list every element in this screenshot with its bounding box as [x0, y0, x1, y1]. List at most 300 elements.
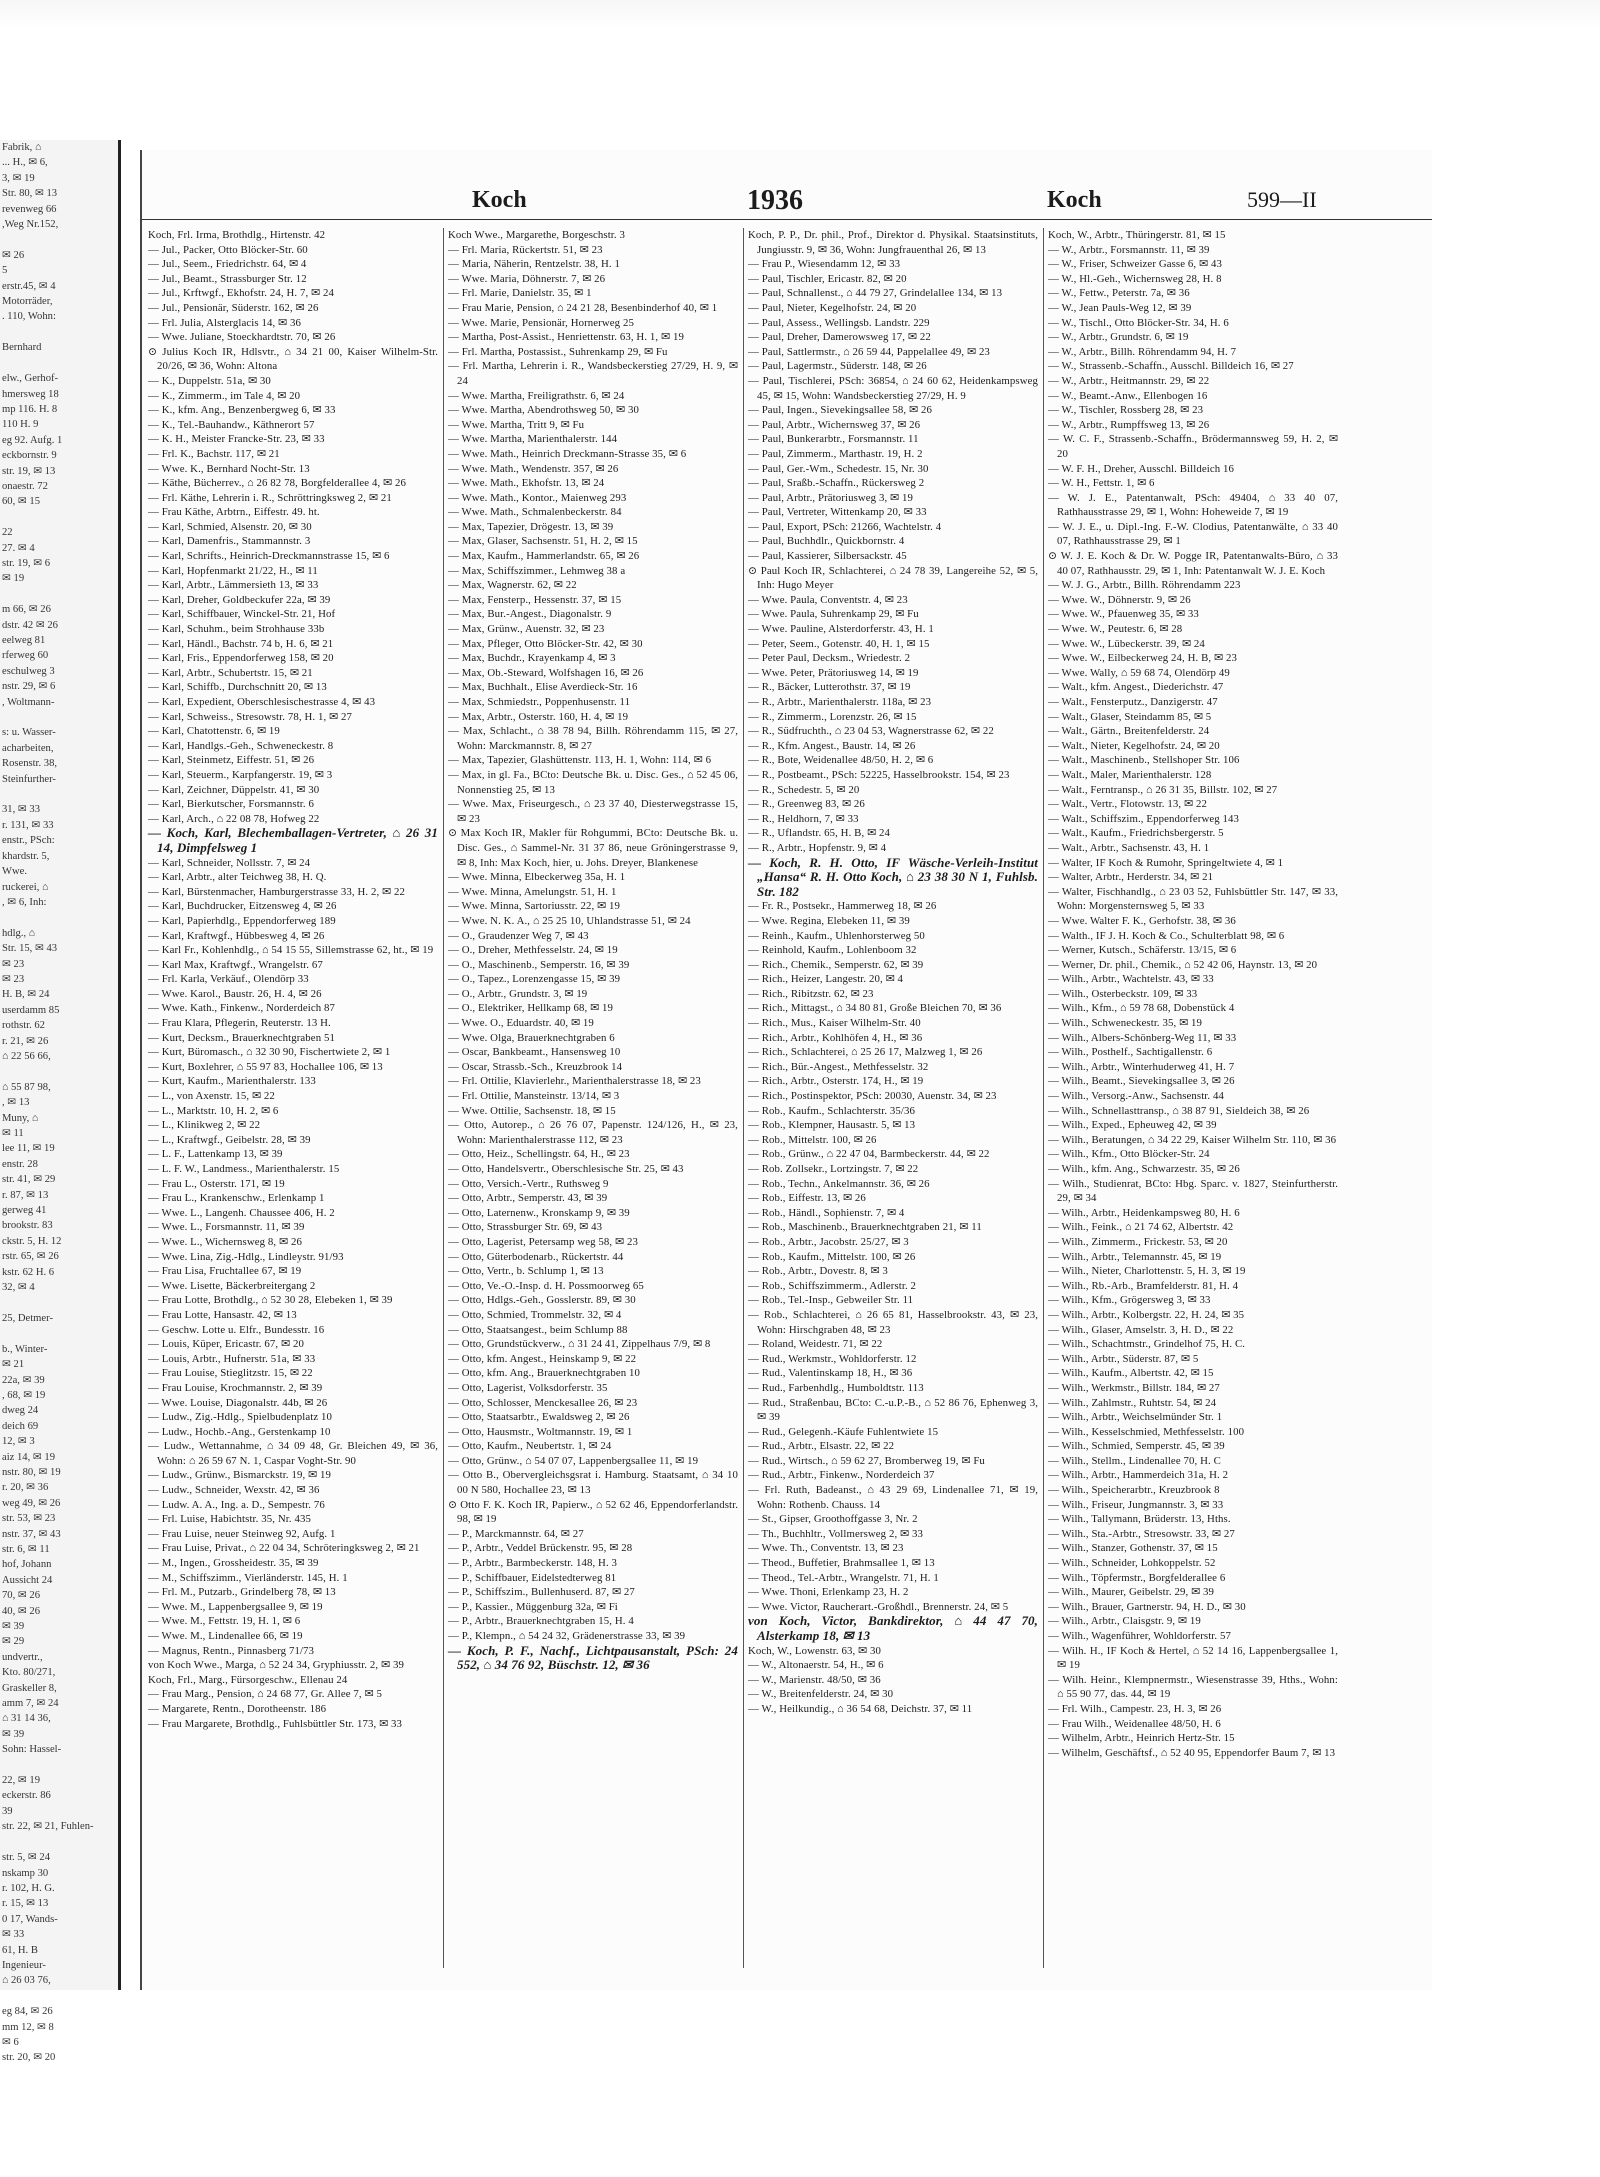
fragment-line: r. 131, ✉ 33 [2, 819, 54, 831]
fragment-line: str. 22, ✉ 21, Fuhlen- [2, 1821, 94, 1833]
directory-entry: — Wwe. Pauline, Alsterdorferstr. 43, H. 1 [748, 623, 934, 636]
fragment-line [0, 1835, 118, 1850]
directory-entry: — Paul, Dreher, Damerowsweg 17, ✉ 22 [748, 331, 931, 344]
directory-entry: — L. F., Lattenkamp 13, ✉ 39 [148, 1148, 283, 1161]
directory-entry: — Otto, Lagerist, Petersamp weg 58, ✉ 23 [448, 1235, 638, 1248]
fragment-line [0, 787, 118, 802]
fragment-line: H. B, ✉ 24 [2, 989, 50, 1001]
fragment-line: Rosenstr. 38, [2, 758, 58, 770]
directory-entry: — Max, Ob.-Steward, Wolfshagen 16, ✉ 26 [448, 666, 644, 679]
directory-entry: — Rob., Händl., Sophienstr. 7, ✉ 4 [748, 1206, 905, 1219]
directory-entry: — Karl, Papierhdlg., Eppendorferweg 189 [148, 914, 336, 927]
directory-entry: — O., Arbtr., Grundstr. 3, ✉ 19 [448, 987, 588, 1000]
directory-entry: — Wwe. Martha, Tritt 9, ✉ Fu [448, 418, 585, 431]
directory-entry: — Louis, Küper, Ericastr. 67, ✉ 20 [148, 1338, 304, 1351]
directory-entry: — W., Arbtr., Billh. Röhrendamm 94, H. 7 [1048, 345, 1237, 358]
directory-entry: — Rob., Kaufm., Schlachterstr. 35/36 [748, 1104, 916, 1117]
directory-entry: — Max, Tapezier, Glashüttenstr. 113, H. 1, Wohn: 114, ✉ 6 [448, 754, 712, 767]
directory-entry: — Wilh., Wagenführer, Wohldorferstr. 57 [1048, 1630, 1232, 1642]
directory-entry: — W., Arbtr., Heitmannstr. 29, ✉ 22 [1048, 374, 1210, 387]
directory-entry: — Wilh., Albers-Schönberg-Weg 11, ✉ 33 [1048, 1031, 1237, 1044]
directory-entry: — Wilh., Kfm., ⌂ 59 78 68, Dobenstück 4 [1048, 1002, 1235, 1015]
directory-entry: — Paul, Export, PSch: 21266, Wachtelstr. 4 [748, 520, 942, 533]
directory-entry: — Rud., Arbtr., Finkenw., Norderdeich 37 [748, 1469, 935, 1482]
directory-entry: — Walt., Gärtn., Breitenfelderstr. 24 [1048, 725, 1210, 738]
directory-entry: — Otto, Schlosser, Menckesallee 26, ✉ 23 [448, 1396, 638, 1409]
directory-entry: — Reinhold, Kaufm., Lohlenboom 32 [748, 944, 917, 957]
directory-entry: — P., Arbtr., Brauerknechtgraben 15, H. 4 [448, 1615, 634, 1628]
fragment-line: mm 12, ✉ 8 [2, 2021, 54, 2033]
fragment-line: str. 41, ✉ 29 [2, 1174, 56, 1186]
directory-entry: — Wwe. K., Bernhard Nocht-Str. 13 [148, 462, 310, 475]
directory-entry: — Wilh., Studienrat, BCto: Hbg. Sparc. v. 1827, Steinfurtherstr. 29, ✉ 34 [1048, 1177, 1338, 1205]
directory-entry: — Wwe. M., Lappenbergsallee 9, ✉ 19 [148, 1600, 323, 1613]
fragment-line: dstr. 42 ✉ 26 [2, 619, 58, 631]
directory-entry: — M., Ingen., Grossheidestr. 35, ✉ 39 [148, 1557, 319, 1570]
directory-entry: — Wilh., Versorg.-Anw., Sachsenstr. 44 [1048, 1090, 1225, 1103]
fragment-line: kstr. 62 H. 6 [2, 1266, 55, 1278]
directory-entry: — Wwe. L., Langenh. Chaussee 406, H. 2 [148, 1206, 335, 1219]
directory-entry: — Max, Wagnerstr. 62, ✉ 22 [448, 579, 577, 592]
fragment-line: Wwe. [2, 866, 27, 878]
directory-entry: — Jul., Seem., Friedrichstr. 64, ✉ 4 [148, 258, 307, 271]
directory-entry: — L., Klinikweg 2, ✉ 22 [148, 1119, 261, 1132]
directory-entry: — Wilh., Stellm., Lindenallee 70, H. C [1048, 1454, 1221, 1467]
fragment-line: 5 [2, 265, 8, 277]
directory-entry: — Frau Louise, Krochmannstr. 2, ✉ 39 [148, 1381, 323, 1394]
directory-entry: — Rud., Straßenbau, BCto: C.-u.P.-B., ⌂ 52 86 76, Ephenweg 3, ✉ 39 [748, 1396, 1038, 1424]
directory-entry: von Koch, Victor, Bankdirektor, ⌂ 44 47 70, Alsterkamp 18, ✉ 13 [748, 1613, 1038, 1643]
fragment-line [0, 710, 118, 725]
directory-entry: — R., Greenweg 83, ✉ 26 [748, 798, 865, 811]
directory-entry: — Wwe. Louise, Diagonalstr. 44b, ✉ 26 [148, 1396, 328, 1409]
directory-entry: — Frl. Ruth, Badeanst., ⌂ 43 29 69, Lindenallee 71, ✉ 19, Wohn: Rothenb. Chauss. 14 [748, 1484, 1038, 1511]
directory-entry: — Ludw., Wettannahme, ⌂ 34 09 48, Gr. Bleichen 49, ✉ 36, Wohn: ⌂ 26 59 67 N. 1, Caspar Voght-Str. 90 [148, 1440, 438, 1467]
directory-entry: — Rob. Zollsekr., Lortzingstr. 7, ✉ 22 [748, 1163, 919, 1175]
directory-entry: — Rob., Eiffestr. 13, ✉ 26 [748, 1192, 866, 1205]
page-number: 599—II [1247, 187, 1317, 212]
directory-entry: — Wwe. M., Fettstr. 19, H. 1, ✉ 6 [148, 1615, 301, 1628]
directory-entry: — Frl. Marie, Danielstr. 35, ✉ 1 [448, 287, 592, 300]
directory-entry: — W., Beamt.-Anw., Ellenbogen 16 [1048, 389, 1208, 402]
fragment-line: ✉ 29 [2, 1636, 25, 1648]
directory-entry: — W., Breitenfelderstr. 24, ✉ 30 [748, 1688, 894, 1701]
directory-entry: — Frau P., Wiesendamm 12, ✉ 33 [748, 258, 901, 271]
directory-entry: — Koch, Karl, Blechemballagen-Vertreter, ⌂ 26 31 14, Dimpfelsweg 1 [148, 825, 438, 855]
directory-entry: — Walt., Nieter, Kegelhofstr. 24, ✉ 20 [1048, 739, 1220, 752]
directory-entry: — Paul, Ger.-Wm., Schedestr. 15, Nr. 30 [748, 462, 929, 475]
fragment-line: erstr.45, ✉ 4 [2, 280, 56, 292]
directory-entry: — Karl Max, Kraftwgf., Wrangelstr. 67 [148, 958, 323, 971]
directory-entry: — Karl, Händl., Bachstr. 74 b, H. 6, ✉ 21 [148, 637, 334, 650]
directory-entry: — Wwe. N. K. A., ⌂ 25 25 10, Uhlandstrasse 51, ✉ 24 [448, 914, 691, 927]
directory-entry: — Karl, Buchdrucker, Eitzensweg 4, ✉ 26 [148, 900, 337, 913]
directory-entry: — W., Arbtr., Forsmannstr. 11, ✉ 39 [1048, 243, 1210, 256]
fragment-line: 40, ✉ 26 [2, 1605, 41, 1617]
directory-entry: — Wwe. Thoni, Erlenkamp 23, H. 2 [748, 1586, 909, 1599]
directory-entry: — Wwe. L., Wichernsweg 8, ✉ 26 [148, 1235, 302, 1248]
fragment-line: ✉ 33 [2, 1929, 25, 1941]
directory-entry: — W., Marienstr. 48/50, ✉ 36 [748, 1673, 881, 1686]
directory-entry: — Rob., Mittelstr. 100, ✉ 26 [748, 1133, 877, 1146]
directory-entry: — Wwe. Marie, Pensionär, Hornerweg 25 [448, 316, 634, 329]
fragment-line: 0 17, Wands- [2, 1913, 58, 1925]
directory-entry: — Paul, Bunkerarbtr., Forsmannstr. 11 [748, 433, 919, 446]
directory-entry: — Wilh., Arbtr., Wachtelstr. 43, ✉ 33 [1048, 973, 1214, 986]
directory-entry: — Wwe. Math., Kontor., Maienweg 293 [448, 491, 627, 504]
directory-entry: — O., Graudenzer Weg 7, ✉ 43 [448, 929, 589, 942]
fragment-line: ⌂ 22 56 66, [2, 1050, 51, 1062]
directory-entry: — Reinh., Kaufm., Uhlenhorsterweg 50 [748, 929, 925, 942]
directory-entry: — O., Tapez., Lorenzengasse 15, ✉ 39 [448, 973, 621, 986]
directory-entry: — Wwe. Karol., Baustr. 26, H. 4, ✉ 26 [148, 987, 322, 1000]
directory-entry: — Peter, Seem., Gotenstr. 40, H. 1, ✉ 15 [748, 637, 930, 650]
directory-entry: — P., Arbtr., Barmbeckerstr. 148, H. 3 [448, 1557, 618, 1570]
directory-entry: — Frl. Luise, Habichtstr. 35, Nr. 435 [148, 1513, 311, 1526]
fragment-line: , Woltmann- [2, 696, 55, 708]
previous-page-fragment [0, 140, 121, 2064]
fragment-line: str. 5, ✉ 24 [2, 1852, 51, 1864]
directory-entry: — Karl Fr., Kohlenhdlg., ⌂ 54 15 55, Sillemstrasse 62, ht., ✉ 19 [148, 944, 434, 957]
directory-entry: — Wwe. Math., Wendenstr. 357, ✉ 26 [448, 462, 619, 475]
directory-entry: — Otto, Autorep., ⌂ 26 76 07, Papenstr. 124/126, H., ✉ 23, Wohn: Marienthalerstrasse 112, ✉ 23 [448, 1119, 738, 1146]
running-header [142, 185, 1432, 220]
directory-entry: — Wilh., Kaufm., Albertstr. 42, ✉ 15 [1048, 1367, 1214, 1380]
directory-entry: — M., Schiffszimm., Vierländerstr. 145, H. 1 [148, 1571, 348, 1584]
fragment-line: , ✉ 6, Inh: [2, 896, 47, 908]
fragment-line: dweg 24 [2, 1405, 39, 1417]
directory-entry: — Jul., Krftwgf., Ekhofstr. 24, H. 7, ✉ 24 [148, 287, 334, 300]
directory-entry: — Rud., Gelegenh.-Käufe Fuhlentwiete 15 [748, 1425, 939, 1438]
directory-entry: — Frau Lotte, Hansastr. 42, ✉ 13 [148, 1308, 297, 1321]
directory-entry: — Walt., kfm. Angest., Diederichstr. 47 [1048, 681, 1224, 694]
directory-entry: — Karl, Bürstenmacher, Hamburgerstrasse 33, H. 2, ✉ 22 [148, 885, 405, 898]
directory-entry: — Jul., Beamt., Strassburger Str. 12 [148, 272, 307, 285]
fragment-line: str. 19, ✉ 6 [2, 557, 51, 569]
directory-entry: — Walt., Kaufm., Friedrichsbergerstr. 5 [1048, 827, 1224, 840]
directory-entry: — P., Klempn., ⌂ 54 24 32, Grädenerstrasse 33, ✉ 39 [448, 1630, 686, 1642]
fragment-line [0, 1064, 118, 1079]
directory-entry: — Otto, Grünw., ⌂ 54 07 07, Lappenbergsallee 11, ✉ 19 [448, 1454, 699, 1467]
directory-entry: — Rich., Ribitzstr. 62, ✉ 23 [748, 987, 874, 1000]
directory-entry: — Magnus, Rentn., Pinnasberg 71/73 [148, 1644, 315, 1657]
directory-entry: — Karl, Chatottenstr. 6, ✉ 19 [148, 725, 280, 738]
directory-entry: — Wilh., Rb.-Arb., Bramfelderstr. 81, H. 4 [1048, 1279, 1239, 1292]
directory-entry: — Karl, Expedient, Oberschlesischestrasse 4, ✉ 43 [148, 696, 376, 708]
directory-entry: — Jul., Packer, Otto Blöcker-Str. 60 [148, 243, 308, 256]
fragment-line: ruckerei, ⌂ [2, 881, 49, 893]
directory-entry: — Wilh., Brauer, Gartnerstr. 94, H. D., ✉ 30 [1048, 1600, 1246, 1613]
fragment-line [0, 510, 118, 525]
directory-entry: — Kurt, Decksm., Brauerknechtgraben 51 [148, 1031, 335, 1044]
fragment-line: hof, Johann [2, 1559, 52, 1571]
directory-entry: — Frl. Ottilie, Mansteinstr. 13/14, ✉ 3 [448, 1090, 620, 1103]
directory-entry: — Wilh., Werkmstr., Billstr. 184, ✉ 27 [1048, 1381, 1220, 1394]
directory-entry: — W., Jean Pauls-Weg 12, ✉ 39 [1048, 301, 1192, 314]
directory-entry: — Peter Paul, Decksm., Wriedestr. 2 [748, 652, 911, 665]
directory-entry: — Frl. Maria, Rückertstr. 51, ✉ 23 [448, 243, 603, 256]
directory-entry: — Frau Marg., Pension, ⌂ 24 68 77, Gr. Allee 7, ✉ 5 [148, 1688, 382, 1701]
directory-entry: — Rob., Maschinenb., Brauerknechtgraben 21, ✉ 11 [748, 1221, 982, 1234]
directory-entry: — Wwe. Martha, Abendrothsweg 50, ✉ 30 [448, 404, 639, 417]
directory-entry: — R., Kfm. Angest., Baustr. 14, ✉ 26 [748, 739, 916, 752]
directory-entry: — Karl, Dreher, Goldbeckufer 22a, ✉ 39 [148, 593, 331, 606]
directory-entry: — Margarete, Rentn., Dorotheenstr. 186 [148, 1702, 327, 1715]
directory-entry: — Werner, Kutsch., Schäferstr. 13/15, ✉ 6 [1048, 944, 1237, 957]
directory-entry: — Wwe. Martha, Marienthalerstr. 144 [448, 433, 618, 446]
directory-entry: — Rob., Schiffszimmerm., Adlerstr. 2 [748, 1279, 917, 1292]
column-4 [1048, 228, 1338, 1978]
directory-entry: — R., Arbtr., Marienthalerstr. 118a, ✉ 23 [748, 696, 932, 708]
fragment-line: r. 87, ✉ 13 [2, 1189, 49, 1201]
directory-entry: — Rich., Schlachterei, ⌂ 25 26 17, Malzweg 1, ✉ 26 [748, 1046, 983, 1059]
directory-entry: — W., Strassenb.-Schaffn., Ausschl. Billdeich 16, ✉ 27 [1048, 360, 1294, 373]
directory-entry: — Kurt, Büromasch., ⌂ 32 30 90, Fischertwiete 2, ✉ 1 [148, 1046, 391, 1059]
directory-entry: — Otto, Güterbodenarb., Rückertstr. 44 [448, 1250, 624, 1263]
directory-entry: — Otto, Staatsangest., beim Schlump 88 [448, 1323, 628, 1336]
fragment-line: eg 84, ✉ 26 [2, 2006, 53, 2018]
directory-entry: — Rob., Arbtr., Jacobstr. 25/27, ✉ 3 [748, 1235, 909, 1248]
fragment-line: acharbeiten, [2, 742, 54, 754]
directory-entry: — W., Fettw., Peterstr. 7a, ✉ 36 [1048, 287, 1190, 300]
directory-entry: — P., Schiffszim., Bullenhuserd. 87, ✉ 27 [448, 1586, 635, 1599]
directory-entry: — Wilh., Kfm., Grögersweg 3, ✉ 33 [1048, 1294, 1211, 1307]
directory-entry: ⊙ W. J. E. Koch & Dr. W. Pogge IR, Patentanwalts-Büro, ⌂ 33 40 07, Rathhausstr. 29, ✉ 1, Inh: Patentanwalt W. J. E. Koch [1048, 550, 1338, 577]
directory-entry: — Rob., Arbtr., Dovestr. 8, ✉ 3 [748, 1265, 888, 1278]
directory-entry: — W., Tischl., Otto Blöcker-Str. 34, H. 6 [1048, 316, 1229, 329]
directory-entry: — Wwe. Max, Friseurgesch., ⌂ 23 37 40, Diesterwegstrasse 15, ✉ 23 [448, 798, 738, 825]
directory-entry: — Paul, Schnallenst., ⌂ 44 79 27, Grindelallee 134, ✉ 13 [748, 287, 1003, 300]
fragment-line: eg 92. Aufg. 1 [2, 434, 63, 446]
directory-entry: — Frl. K., Bachstr. 117, ✉ 21 [148, 447, 280, 460]
directory-entry: — Karl, Schmied, Alsenstr. 20, ✉ 30 [148, 520, 312, 533]
directory-entry: — Karl, Arbtr., Schubertstr. 15, ✉ 21 [148, 666, 313, 679]
directory-entry: — Wilh., Beamt., Sievekingsallee 3, ✉ 26 [1048, 1075, 1235, 1088]
directory-entry: — Paul, Sattlermstr., ⌂ 26 59 44, Pappelallee 49, ✉ 23 [748, 345, 990, 358]
directory-entry: — Wilh., Kfm., Otto Blöcker-Str. 24 [1048, 1148, 1210, 1161]
directory-entry: — K., kfm. Ang., Benzenbergweg 6, ✉ 33 [148, 404, 336, 417]
directory-entry: — Wwe. Lisette, Bäckerbreitergang 2 [148, 1279, 316, 1292]
directory-entry: — Karl, Schweiss., Stresowstr. 78, H. 1, ✉ 27 [148, 710, 352, 723]
directory-entry: — L. F. W., Landmess., Marienthalerstr. 15 [148, 1163, 340, 1175]
directory-entry: — Wilh., Kesselschmied, Methfesselstr. 100 [1048, 1425, 1245, 1438]
directory-entry: — Karl, Schrifts., Heinrich-Dreckmannstrasse 15, ✉ 6 [148, 550, 390, 563]
fragment-line: Steinfurther- [2, 773, 56, 785]
directory-entry: — Otto, Hdlgs.-Geh., Gosslerstr. 89, ✉ 30 [448, 1294, 636, 1307]
directory-entry: — Rud., Arbtr., Elsastr. 22, ✉ 22 [748, 1440, 895, 1453]
directory-entry: — Wwe. Maria, Döhnerstr. 7, ✉ 26 [448, 272, 606, 285]
directory-entry: — Karl, Hopfenmarkt 21/22, H., ✉ 11 [148, 564, 318, 577]
directory-entry: — Wwe. Peter, Prätoriusweg 14, ✉ 19 [748, 666, 919, 679]
directory-entry: — Otto, kfm. Angest., Heinskamp 9, ✉ 22 [448, 1352, 637, 1365]
directory-entry: — Wilhelm, Arbtr., Heinrich Hertz-Str. 15 [1048, 1732, 1235, 1745]
fragment-line: eckbornstr. 9 [2, 450, 57, 462]
fragment-line: ... H., ✉ 6, [2, 157, 48, 169]
header-right-name: Koch [1047, 187, 1102, 213]
fragment-line: 31, ✉ 33 [2, 804, 41, 816]
directory-entry: — Paul, Tischler, Ericastr. 82, ✉ 20 [748, 272, 907, 285]
fragment-line: Muny, ⌂ [2, 1112, 39, 1124]
fragment-line: , ✉ 13 [2, 1097, 30, 1109]
directory-entry: — Wwe. W., Pfauenweg 35, ✉ 33 [1048, 608, 1199, 621]
directory-entry: — Th., Buchhltr., Vollmersweg 2, ✉ 33 [748, 1527, 923, 1540]
directory-entry: — Wwe. Paula, Conventstr. 4, ✉ 23 [748, 593, 908, 606]
directory-entry: — Wilh., Schneider, Lohkoppelstr. 52 [1048, 1557, 1216, 1570]
directory-entry: — Otto, Ve.-O.-Insp. d. H. Possmoorweg 65 [448, 1279, 644, 1292]
directory-entry: — Frau Luise, Privat., ⌂ 22 04 34, Schröteringksweg 2, ✉ 21 [148, 1542, 420, 1555]
directory-entry: — W., Arbtr., Rumpffsweg 13, ✉ 26 [1048, 418, 1210, 431]
directory-entry: — Max, Arbtr., Osterstr. 160, H. 4, ✉ 19 [448, 710, 629, 723]
fragment-line: Str. 15, ✉ 43 [2, 943, 58, 955]
directory-entry: — Roland, Weidestr. 71, ✉ 22 [748, 1338, 883, 1351]
directory-entry: — Paul, Nieter, Kegelhofstr. 24, ✉ 20 [748, 301, 917, 314]
directory-entry: — Martha, Post-Assist., Henriettenstr. 63, H. 1, ✉ 19 [448, 331, 684, 344]
directory-entry: — Frau Lotte, Brothdlg., ⌂ 52 30 28, Elebeken 1, ✉ 39 [148, 1294, 393, 1307]
directory-entry: — Paul, Vertreter, Wittenkamp 20, ✉ 33 [748, 506, 927, 519]
directory-entry: — Paul, Sraßb.-Schaffn., Rückersweg 2 [748, 477, 925, 490]
directory-entry: — Frl. Karla, Verkäuf., Olendörp 33 [148, 973, 309, 986]
directory-entry: — Wilh., Arbtr., Heidenkampsweg 80, H. 6 [1048, 1206, 1240, 1219]
directory-entry: — Otto, Grundstückverw., ⌂ 31 24 41, Zippelhaus 7/9, ✉ 8 [448, 1338, 711, 1351]
fragment-line: ⌂ 31 14 36, [2, 1713, 51, 1725]
directory-entry: — Walt., Glaser, Steindamm 85, ✉ 5 [1048, 710, 1212, 723]
directory-entry: — Max, Buchdr., Krayenkamp 4, ✉ 3 [448, 652, 616, 665]
directory-entry: — L., von Axenstr. 15, ✉ 22 [148, 1090, 275, 1103]
fragment-line: eckerstr. 86 [2, 1790, 51, 1802]
directory-entry: — Walt., Schiffszim., Eppendorferweg 143 [1048, 812, 1240, 825]
directory-entry: — Otto, Lagerist, Volksdorferstr. 35 [448, 1381, 608, 1394]
directory-entry: — Wilh., Nieter, Charlottenstr. 5, H. 3, ✉ 19 [1048, 1265, 1246, 1278]
directory-entry: — Karl, Damenfris., Stammannstr. 3 [148, 535, 311, 548]
fragment-line: gerweg 41 [2, 1205, 47, 1217]
fragment-line: nskamp 30 [2, 1867, 49, 1879]
fragment-line: s: u. Wasser- [2, 727, 56, 739]
directory-entry: — Max, in gl. Fa., BCto: Deutsche Bk. u. Disc. Ges., ⌂ 52 45 06, Nonnenstieg 25, ✉ 13 [448, 768, 738, 796]
directory-entry: — K., Duppelstr. 51a, ✉ 30 [148, 374, 271, 387]
directory-entry: — Karl, Kraftwgf., Hübbesweg 4, ✉ 26 [148, 929, 325, 942]
fragment-line: elw., Gerhof- [2, 373, 59, 385]
fragment-line: 22 [2, 527, 13, 539]
directory-entry: — Max, Bur.-Angest., Diagonalstr. 9 [448, 608, 612, 621]
directory-entry: — Wilh., Arbtr., Hammerdeich 31a, H. 2 [1048, 1469, 1229, 1482]
directory-entry: — Wwe. Wally, ⌂ 59 68 74, Olendörp 49 [1048, 666, 1230, 679]
directory-entry: — Paul, Zimmerm., Marthastr. 19, H. 2 [748, 447, 923, 460]
directory-entry: — Ludw., Zig.-Hdlg., Spielbudenplatz 10 [148, 1411, 333, 1424]
fragment-line: enstr., PSch: [2, 835, 55, 847]
fragment-line: aiz 14, ✉ 19 [2, 1451, 56, 1463]
directory-entry: — P., Marckmannstr. 64, ✉ 27 [448, 1527, 584, 1540]
fragment-line: brookstr. 83 [2, 1220, 53, 1232]
directory-entry: — Theod., Buffetier, Brahmsallee 1, ✉ 13 [748, 1557, 935, 1570]
fragment-line: revenweg 66 [2, 203, 57, 215]
fragment-line: mp 116. H. 8 [2, 403, 58, 415]
fragment-line: Kto. 80/271, [2, 1667, 56, 1679]
directory-entry: — Paul, Lagermstr., Süderstr. 148, ✉ 26 [748, 360, 927, 373]
directory-entry: — Max, Pfleger, Otto Blöcker-Str. 42, ✉ 30 [448, 637, 643, 650]
directory-entry: — Rud., Farbenhdlg., Humboldtstr. 113 [748, 1381, 924, 1394]
fragment-line: nstr. 29, ✉ 6 [2, 681, 56, 693]
directory-entry: — Wwe. Walter F. K., Gerhofstr. 38, ✉ 36 [1048, 914, 1236, 927]
directory-entry: — Wwe. W., Eilbeckerweg 24, H. B, ✉ 23 [1048, 652, 1237, 665]
directory-entry: Koch, Frl. Irma, Brothdlg., Hirtenstr. 42 [148, 229, 326, 241]
directory-entry: Koch Wwe., Margarethe, Borgeschstr. 3 [448, 229, 626, 241]
fragment-line: hdlg., ⌂ [2, 927, 36, 939]
directory-entry: — Otto, Laternenw., Kronskamp 9, ✉ 39 [448, 1206, 630, 1219]
directory-entry: Koch, W., Arbtr., Thüringerstr. 81, ✉ 15 [1048, 229, 1226, 241]
directory-entry: — Karl, Schiffb., Durchschnitt 20, ✉ 13 [148, 681, 327, 694]
directory-entry: — R., Postbeamt., PSch: 52225, Hasselbrookstr. 154, ✉ 23 [748, 768, 1010, 781]
directory-entry: — Frl. Wilh., Campestr. 23, H. 3, ✉ 26 [1048, 1702, 1222, 1715]
column-divider [443, 228, 444, 1968]
directory-entry: — Frau Wilh., Weidenallee 48/50, H. 6 [1048, 1717, 1221, 1730]
directory-entry: — R., Südfruchth., ⌂ 23 04 53, Wagnerstrasse 62, ✉ 22 [748, 725, 994, 738]
directory-entry: — Paul, Buchhdlr., Quickbornstr. 4 [748, 535, 905, 548]
directory-entry: — Frau Lisa, Fruchtallee 67, ✉ 19 [148, 1265, 302, 1278]
directory-entry: — Rob., Schlachterei, ⌂ 26 65 81, Hasselbrookstr. 43, ✉ 23, Wohn: Hirschgraben 48, ✉ 23 [748, 1308, 1038, 1336]
directory-entry: — Otto, Strassburger Str. 69, ✉ 43 [448, 1221, 603, 1234]
directory-entry: — W., Tischler, Rossberg 28, ✉ 23 [1048, 404, 1204, 417]
directory-entry: — Wilh., Schweneckestr. 35, ✉ 19 [1048, 1017, 1203, 1030]
directory-entry: — L., Kraftwgf., Geibelstr. 28, ✉ 39 [148, 1133, 311, 1146]
directory-entry: — W. J. G., Arbtr., Billh. Röhrendamm 223 [1048, 579, 1241, 592]
directory-entry: — Wilh., Maurer, Geibelstr. 29, ✉ 39 [1048, 1586, 1215, 1599]
directory-entry: — Wilh., Speicherarbtr., Kreuzbrook 8 [1048, 1484, 1220, 1497]
fragment-line: 22a, ✉ 39 [2, 1374, 45, 1386]
directory-entry: — Wilh., Arbtr., Telemannstr. 45, ✉ 19 [1048, 1250, 1222, 1263]
directory-entry: — Rich., Mus., Kaiser Wilhelm-Str. 40 [748, 1017, 921, 1030]
directory-entry: — Wilh., Arbtr., Kolbergstr. 22, H. 24, ✉ 35 [1048, 1308, 1245, 1321]
directory-entry: — P., Kassier., Müggenburg 32a, ✉ Fi [448, 1600, 618, 1613]
fragment-line: Graskeller 8, [2, 1682, 57, 1694]
directory-entry: — Rob., Kaufm., Mittelstr. 100, ✉ 26 [748, 1250, 916, 1263]
directory-entry: — Wwe. Minna, Elbeckerweg 35a, H. 1 [448, 871, 626, 884]
directory-entry: — Frl. Martha, Postassist., Suhrenkamp 29, ✉ Fu [448, 345, 668, 358]
directory-entry: — W. C. F., Strassenb.-Schaffn., Brödermannsweg 59, H. 2, ✉ 20 [1048, 433, 1338, 460]
fragment-line: m 66, ✉ 26 [2, 604, 51, 616]
directory-entry: — W. H., Fettstr. 1, ✉ 6 [1048, 477, 1155, 490]
directory-entry: — Frau Käthe, Arbtrn., Eiffestr. 49. ht. [148, 506, 320, 519]
directory-entry: — W. J. E., Patentanwalt, PSch: 49404, ⌂ 33 40 07, Rathhausstrasse 29, ✉ 1, Wohn: Hoheweide 7, ✉ 19 [1048, 491, 1338, 519]
directory-entry: — Rud., Wirtsch., ⌂ 59 62 27, Bromberweg 19, ✉ Fu [748, 1454, 985, 1467]
directory-entry: — Ludw. A. A., Ing. a. D., Sempestr. 76 [148, 1498, 325, 1511]
fragment-line: nstr. 80, ✉ 19 [2, 1466, 61, 1478]
directory-entry: — Otto, Kaufm., Neubertstr. 1, ✉ 24 [448, 1440, 612, 1453]
directory-entry: — Fr. R., Postsekr., Hammerweg 18, ✉ 26 [748, 900, 937, 913]
fragment-line: str. 20, ✉ 20 [2, 2052, 56, 2064]
directory-entry: — Rob., Klempner, Hausastr. 5, ✉ 13 [748, 1119, 916, 1132]
fragment-line: str. 53, ✉ 23 [2, 1513, 56, 1525]
directory-entry: — Wilh., Arbtr., Weichselmünder Str. 1 [1048, 1411, 1223, 1424]
fragment-line [0, 587, 118, 602]
fragment-line: 39 [2, 1805, 13, 1817]
directory-entry: — St., Gipser, Groothoffgasse 3, Nr. 2 [748, 1513, 918, 1526]
fragment-line: 3, ✉ 19 [2, 172, 35, 184]
directory-entry: — Wwe. Juliane, Stoeckhardtstr. 70, ✉ 26 [148, 331, 336, 344]
directory-entry: ⊙ Otto F. K. Koch IR, Papierw., ⌂ 52 62 46, Eppendorferlandstr. 98, ✉ 19 [448, 1498, 738, 1526]
directory-entry: — W., Arbtr., Grundstr. 6, ✉ 19 [1048, 331, 1189, 344]
fragment-line: Motorräder, [2, 296, 53, 308]
fragment-line: Fabrik, ⌂ [2, 142, 42, 153]
directory-entry: — Rich., Chemik., Semperstr. 62, ✉ 39 [748, 958, 924, 971]
fragment-line: 25, Detmer- [2, 1312, 53, 1324]
scan-top-margin [0, 0, 1600, 30]
directory-entry: — Frl. Julia, Alsterglacis 14, ✉ 36 [148, 316, 302, 329]
directory-entry: — Ludw., Grünw., Bismarckstr. 19, ✉ 19 [148, 1469, 331, 1482]
directory-entry: ⊙ Julius Koch IR, Hdlsvtr., ⌂ 34 21 00, Kaiser Wilhelm-Str. 20/26, ✉ 36, Wohn: Altona [148, 345, 438, 373]
directory-entry: — Karl, Fris., Eppendorferweg 158, ✉ 20 [148, 652, 334, 665]
fragment-line: r. 102, H. G. [2, 1882, 55, 1894]
directory-entry: — Walter, IF Koch & Rumohr, Springeltwiete 4, ✉ 1 [1048, 856, 1284, 869]
